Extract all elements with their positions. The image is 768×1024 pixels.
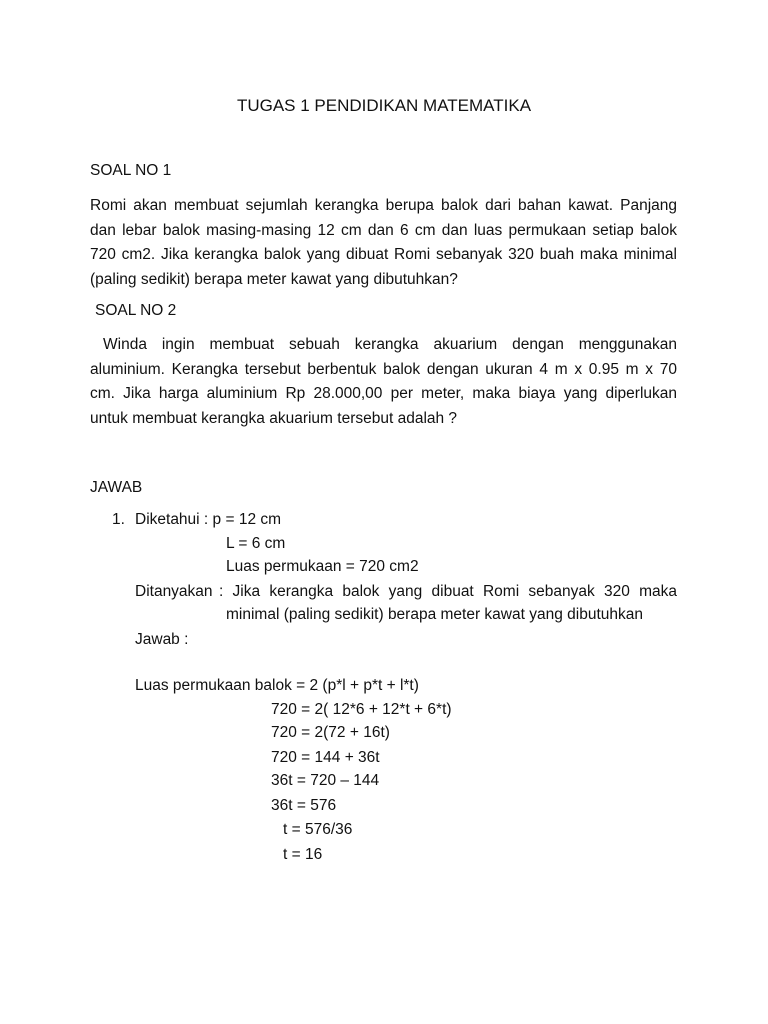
soal-2-heading: SOAL NO 2 xyxy=(95,302,177,319)
jawab-label: Jawab : xyxy=(135,631,189,648)
formula-line: Luas permukaan balok = 2 (p*l + p*t + l*t) xyxy=(135,677,419,694)
ditanyakan-label: Ditanyakan xyxy=(135,583,213,600)
soal-2-line: cm. Jika harga aluminium Rp 28.000,00 per meter, maka biaya yang diperlukan xyxy=(90,385,677,402)
soal-2-line: aluminium. Kerangka tersebut berbentuk balok dengan ukuran 4 m x 0.95 m x 70 xyxy=(90,360,677,378)
list-number: 1. xyxy=(112,511,125,528)
ditanyakan-line-2: minimal (paling sedikit) berapa meter kawat yang dibutuhkan xyxy=(226,606,643,623)
diketahui-line: Diketahui : p = 12 cm xyxy=(135,511,282,528)
soal-2-line: untuk membuat kerangka akuarium tersebut adalah ? xyxy=(90,409,458,427)
jawab-heading: JAWAB xyxy=(90,479,143,496)
soal-1-line: 720 cm2. Jika kerangka balok yang dibuat Romi sebanyak 320 buah maka minimal xyxy=(90,246,677,263)
step-line: 720 = 144 + 36t xyxy=(271,749,380,766)
ditanyakan-line-1: : Jika kerangka balok yang dibuat Romi sebanyak 320 maka xyxy=(219,583,677,600)
soal-1-text xyxy=(90,194,677,292)
diketahui-luas: Luas permukaan = 720 cm2 xyxy=(226,558,419,575)
soal-1-heading: SOAL NO 1 xyxy=(90,162,172,179)
document-title: TUGAS 1 PENDIDIKAN MATEMATIKA xyxy=(236,96,532,115)
soal-1-line: dan lebar balok masing-masing 12 cm dan 6 cm dan luas permukaan setiap balok xyxy=(90,221,677,239)
soal-1-line: (paling sedikit) berapa meter kawat yang dibutuhkan? xyxy=(90,270,458,288)
step-line: 36t = 576 xyxy=(271,797,337,814)
soal-1-line: Romi akan membuat sejumlah kerangka berupa balok dari bahan kawat. Panjang xyxy=(90,197,677,214)
step-line: 720 = 2( 12*6 + 12*t + 6*t) xyxy=(271,701,452,718)
step-line: t = 576/36 xyxy=(283,821,353,838)
step-line: 720 = 2(72 + 16t) xyxy=(271,724,390,741)
diketahui-l: L = 6 cm xyxy=(226,535,286,552)
step-line: t = 16 xyxy=(283,846,323,863)
soal-2-line: Winda ingin membuat sebuah kerangka akuarium dengan menggunakan xyxy=(103,336,677,353)
step-line: 36t = 720 – 144 xyxy=(271,772,380,789)
soal-2-text xyxy=(90,333,677,431)
